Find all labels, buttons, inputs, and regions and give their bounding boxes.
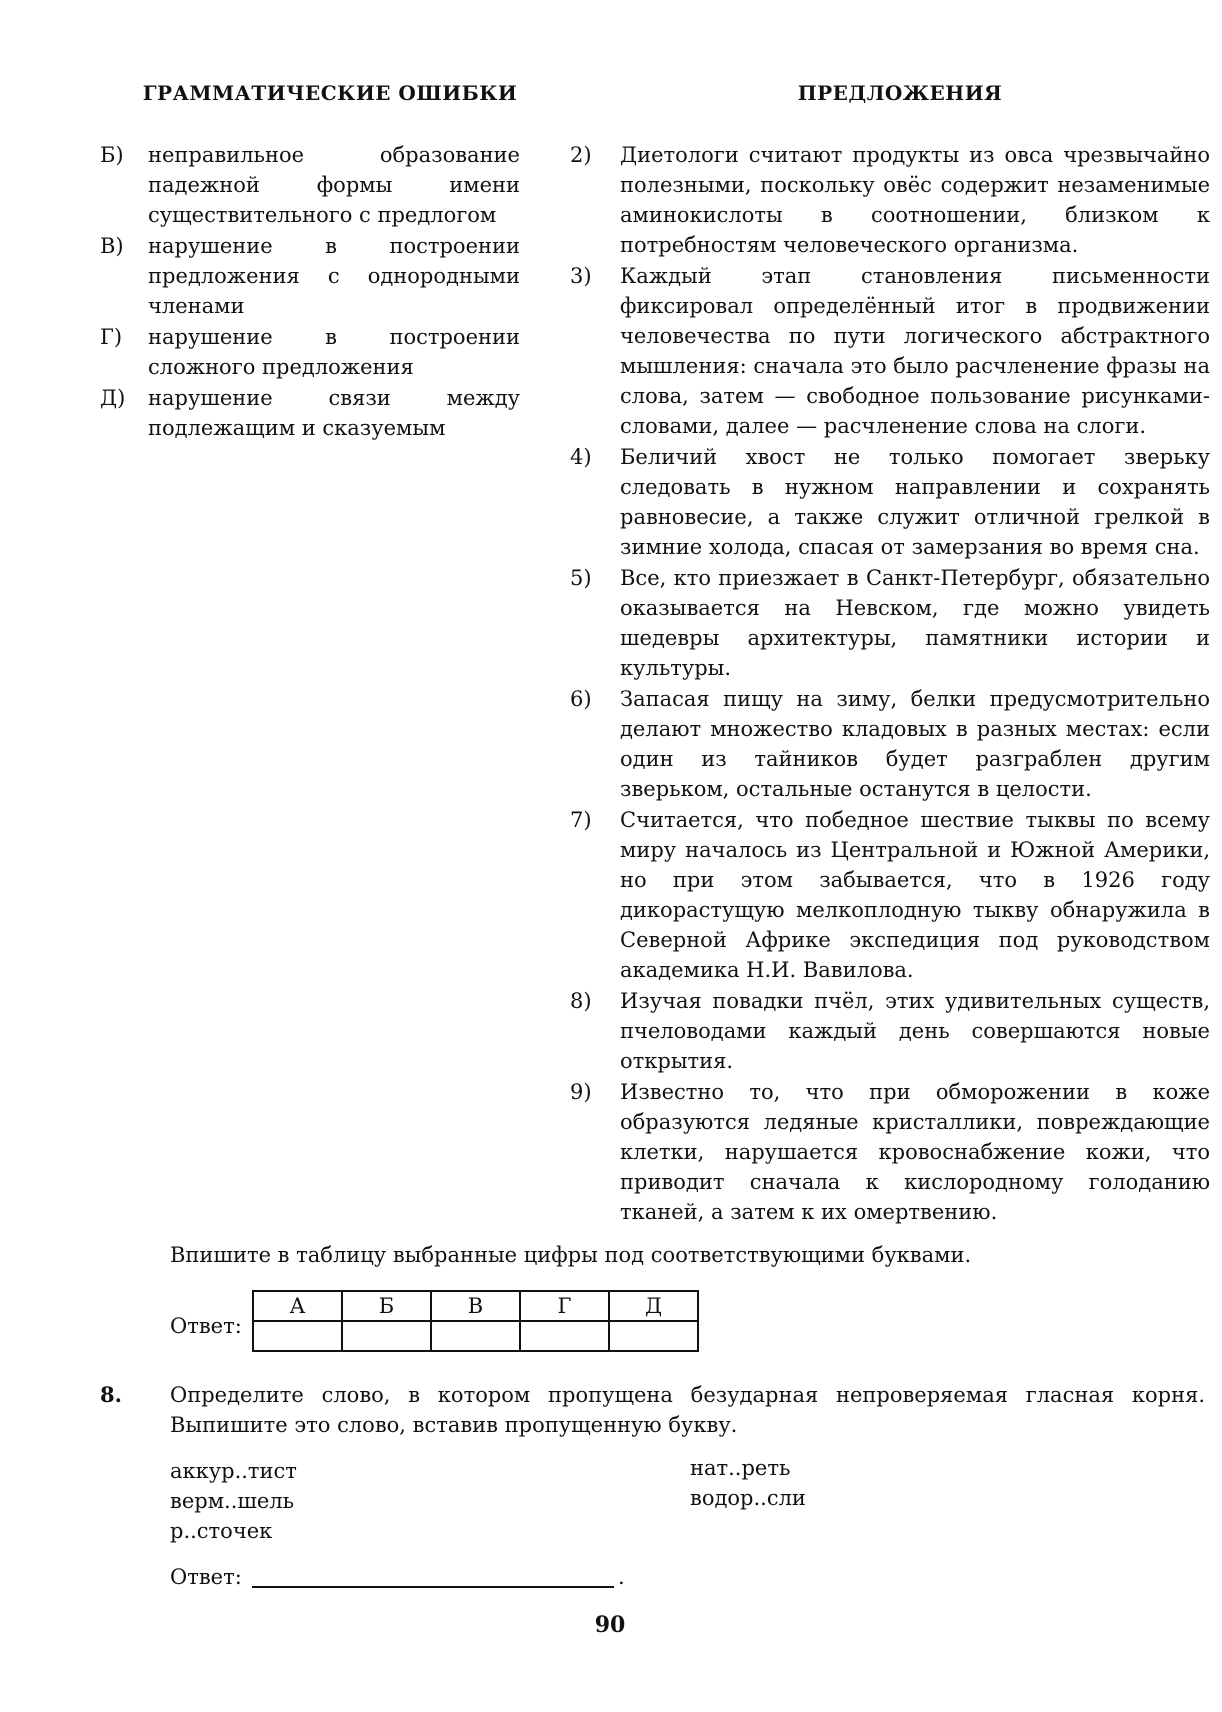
task-answer-line[interactable] (252, 1586, 614, 1588)
word-option: нат..реть (690, 1456, 791, 1480)
error-marker: Г) (100, 325, 123, 349)
sentence-item (570, 563, 1210, 683)
sentence-text: Изучая повадки пчёл, этих удивительных существ, пчеловодами каждый день совершаются новые открытия. (620, 989, 1210, 1073)
answer-table-header-row (253, 1291, 698, 1321)
answer-cell-b[interactable] (342, 1321, 431, 1351)
sentence-text: Каждый этап становления письменности фиксировал определённый итог в продвижении человечества по пути логического абстрактного мышления: сначала это было расчленение фразы на слова, затем — свободное пользование рисунками-словами, далее — расчленение слова на слоги. (620, 264, 1210, 438)
sentence-marker: 5) (570, 566, 592, 590)
error-text: нарушение в построении сложного предложения (148, 325, 520, 379)
sentence-marker: 9) (570, 1080, 592, 1104)
answer-cell-g[interactable] (520, 1321, 609, 1351)
word-option: аккур..тист (170, 1459, 297, 1483)
sentence-marker: 3) (570, 264, 592, 288)
task-answer-label: Ответ: (170, 1565, 242, 1589)
sentence-text: Известно то, что при обморожении в коже образуются ледяные кристаллики, повреждающие клетки, нарушается кровоснабжение кожи, что приводит сначала к кислородному голоданию тканей, а затем к их омертвению. (620, 1080, 1210, 1224)
table-instruction: Впишите в таблицу выбранные цифры под соответствующими буквами. (170, 1243, 972, 1267)
sentence-item (570, 442, 1210, 562)
sentence-item (570, 805, 1210, 985)
sentence-text: Считается, что победное шествие тыквы по всему миру началось из Центральной и Южной Америки, но при этом забывается, что в 1926 году дикорастущую мелкоплодную тыкву обнаружила в Северной Африке экспедиция под руководством академика Н.И. Вавилова. (620, 808, 1210, 982)
word-option: р..сточек (170, 1519, 273, 1543)
sentence-marker: 6) (570, 687, 592, 711)
sentence-text: Все, кто приезжает в Санкт-Петербург, обязательно оказывается на Невском, где можно увидеть шедевры архитектуры, памятники истории и культуры. (620, 566, 1210, 680)
sentences-list (570, 140, 1210, 1228)
error-item (100, 140, 520, 230)
answer-cell-d[interactable] (609, 1321, 698, 1351)
task-number: 8. (100, 1382, 122, 1407)
task-answer-period: . (618, 1565, 625, 1589)
word-option: водор..сли (690, 1486, 806, 1510)
errors-list (100, 140, 520, 444)
sentence-text: Диетологи считают продукты из овса чрезвычайно полезными, поскольку овёс содержит незаменимые аминокислоты в соотношении, близком к потребностям человеческого организма. (620, 143, 1210, 257)
sentence-item (570, 684, 1210, 804)
page-number: 90 (594, 1612, 626, 1638)
answer-cell-v[interactable] (431, 1321, 520, 1351)
sentence-item (570, 140, 1210, 260)
answer-header-g: Г (520, 1291, 609, 1321)
task-text: Определите слово, в котором пропущена безударная непроверяемая гласная корня. Выпишите это слово, вставив пропущенную букву. (170, 1383, 1205, 1437)
answer-header-b: Б (342, 1291, 431, 1321)
error-item (100, 231, 520, 321)
error-item (100, 322, 520, 382)
sentence-marker: 7) (570, 808, 592, 832)
answer-header-d: Д (609, 1291, 698, 1321)
sentence-text: Запасая пищу на зиму, белки предусмотрительно делают множество кладовых в разных местах: если один из тайников будет разграблен другим зверьком, остальные останутся в целости. (620, 687, 1210, 801)
sentence-item (570, 986, 1210, 1076)
error-item (100, 383, 520, 443)
error-text: неправильное образование падежной формы имени существительного с предлогом (148, 143, 520, 227)
answer-table-input-row (253, 1321, 698, 1351)
answer-header-a: А (253, 1291, 342, 1321)
sentence-item (570, 1077, 1210, 1227)
answer-label: Ответ: (170, 1314, 242, 1338)
error-marker: Б) (100, 143, 124, 167)
errors-column-header: ГРАММАТИЧЕСКИЕ ОШИБКИ (142, 81, 518, 105)
sentences-column-header: ПРЕДЛОЖЕНИЯ (797, 81, 1003, 105)
answer-table (252, 1290, 699, 1352)
error-text: нарушение связи между подлежащим и сказуемым (148, 386, 520, 440)
sentence-text: Беличий хвост не только помогает зверьку следовать в нужном направлении и сохранять равновесие, а также служит отличной грелкой в зимние холода, спасая от замерзания во время сна. (620, 445, 1210, 559)
error-text: нарушение в построении предложения с однородными членами (148, 234, 520, 318)
answer-cell-a[interactable] (253, 1321, 342, 1351)
sentence-marker: 2) (570, 143, 592, 167)
error-marker: Д) (100, 386, 126, 410)
answer-header-v: В (431, 1291, 520, 1321)
word-option: верм..шель (170, 1489, 295, 1513)
sentence-marker: 8) (570, 989, 592, 1013)
sentence-item (570, 261, 1210, 441)
sentence-marker: 4) (570, 445, 592, 469)
error-marker: В) (100, 234, 124, 258)
